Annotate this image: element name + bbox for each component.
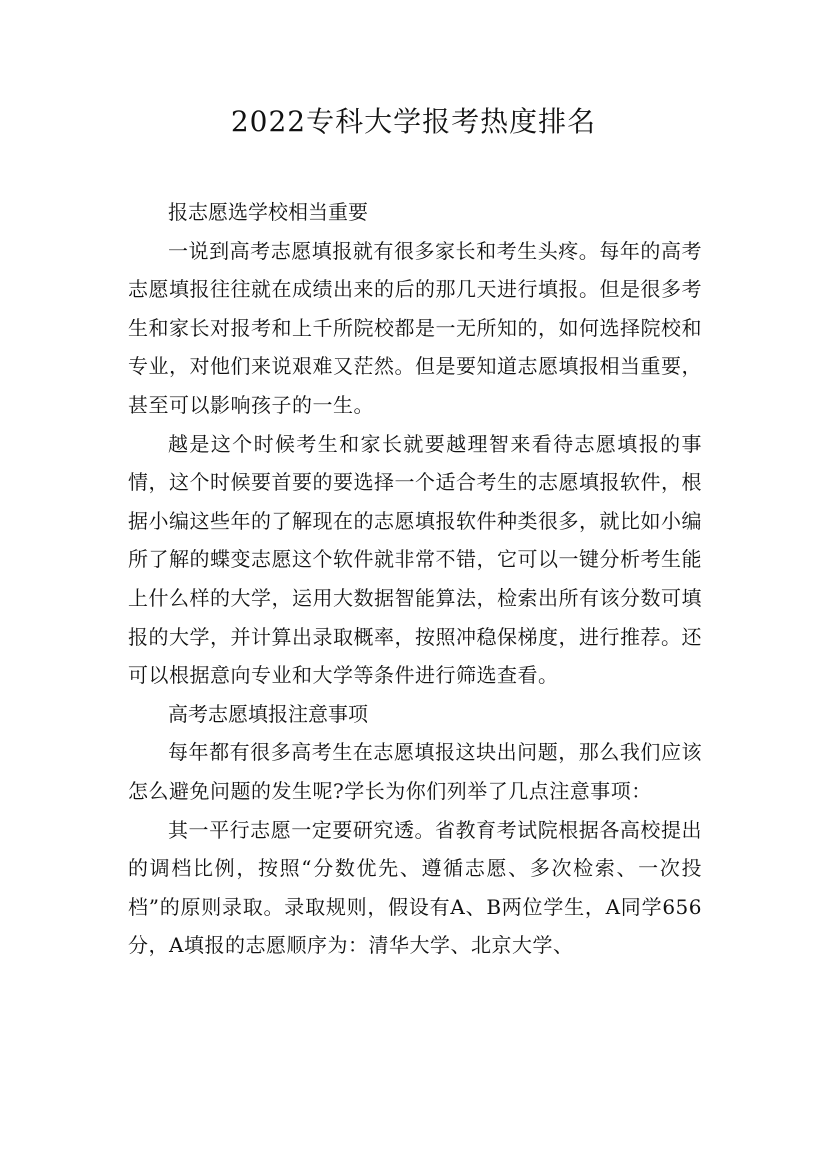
document-body: [128, 193, 702, 965]
body-paragraph: 越是这个时候考生和家长就要越理智来看待志愿填报的事情，这个时候要首要的要选择一个适合考生的志愿填报软件，根据小编这些年的了解现在的志愿填报软件种类很多，就比如小编所了解的蝶变志愿这个软件就非常不错，它可以一键分析考生能上什么样的大学，运用大数据智能算法，检索出所有该分数可填报的大学，并计算出录取概率，按照冲稳保梯度，进行推荐。还可以根据意向专业和大学等条件进行筛选查看。: [128, 431, 702, 688]
section-heading: 高考志愿填报注意事项: [168, 701, 368, 726]
body-paragraph: 一说到高考志愿填报就有很多家长和考生头疼。每年的高考志愿填报往往就在成绩出来的后的那几天进行填报。但是很多考生和家长对报考和上千所院校都是一无所知的，如何选择院校和专业，对他们来说艰难又茫然。但是要知道志愿填报相当重要，甚至可以影响孩子的一生。: [128, 238, 702, 417]
document-title: 2022专科大学报考热度排名: [230, 105, 597, 138]
section-heading: 报志愿选学校相当重要: [168, 200, 368, 224]
body-paragraph: 每年都有很多高考生在志愿填报这块出问题，那么我们应该怎么避免问题的发生呢?学长为你们列举了几点注意事项：: [128, 740, 702, 803]
body-paragraph: 其一平行志愿一定要研究透。省教育考试院根据各高校提出的调档比例，按照“分数优先、遵循志愿、多次检索、一次投档”的原则录取。录取规则，假设有A、B两位学生，A同学656分，A填报的志愿顺序为：清华大学、北京大学、: [128, 817, 702, 958]
